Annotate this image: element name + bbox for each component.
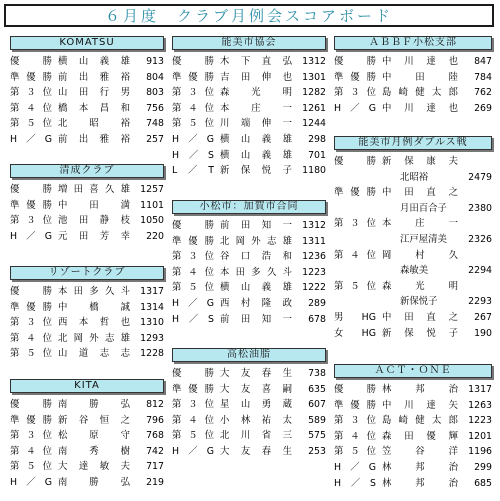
result-list xyxy=(10,54,164,148)
player-name: 林邦治 xyxy=(382,384,458,395)
player-name: 本田多久斗 xyxy=(58,286,130,297)
rank-label: H／G xyxy=(334,461,376,473)
score-value: 2326 xyxy=(468,233,492,245)
player-name: 本庄一 xyxy=(220,102,292,114)
score-value: 269 xyxy=(474,102,492,114)
player-name: 江戸屋清美 xyxy=(400,233,447,245)
score-value: 575 xyxy=(308,430,326,442)
result-row xyxy=(172,296,326,312)
result-list xyxy=(172,366,326,460)
result-list xyxy=(334,154,492,341)
result-row xyxy=(10,459,164,475)
score-value: 812 xyxy=(146,399,164,410)
result-row xyxy=(10,300,164,316)
result-row xyxy=(10,397,164,413)
rank-label: 優勝 xyxy=(10,399,52,410)
result-row xyxy=(334,216,492,232)
player-name: 新保悦子 xyxy=(220,165,292,177)
player-name: 森光明 xyxy=(220,87,292,99)
player-name: 大友春生 xyxy=(220,368,292,379)
score-value: 1257 xyxy=(140,184,164,195)
section-title: ＡＣＴ・ＯＮＥ xyxy=(334,364,492,378)
player-name: 横山義雄 xyxy=(220,282,292,294)
rank-label: 準優勝 xyxy=(172,235,214,247)
rank-label: 優勝 xyxy=(10,286,52,297)
player-name: 岡村久 xyxy=(382,249,458,261)
rank-label: 第４位 xyxy=(172,266,214,278)
rank-label: 女HG xyxy=(334,327,376,339)
result-row xyxy=(10,315,164,331)
result-row xyxy=(334,429,492,445)
result-row xyxy=(10,116,164,132)
player-name: 西本哲也 xyxy=(58,317,130,329)
result-row xyxy=(172,366,326,382)
score-value: 1236 xyxy=(302,251,326,263)
result-row xyxy=(334,326,492,342)
score-value: 768 xyxy=(146,430,164,442)
score-value: 589 xyxy=(308,414,326,426)
rank-label: H／S xyxy=(172,149,214,161)
result-row xyxy=(334,101,492,117)
rank-label: 第５位 xyxy=(10,348,52,360)
player-name: 中田直之 xyxy=(382,187,458,199)
rank-label: 第３位 xyxy=(10,317,52,329)
score-value: 2479 xyxy=(468,171,492,183)
result-row xyxy=(10,331,164,347)
score-value: 257 xyxy=(146,133,164,145)
score-value: 267 xyxy=(474,311,492,323)
score-value: 1244 xyxy=(302,118,326,130)
player-name: 池田静枝 xyxy=(58,215,130,227)
rank-label: 第５位 xyxy=(10,461,52,473)
score-value: 717 xyxy=(146,461,164,473)
score-value: 299 xyxy=(474,461,492,473)
section-title: 小松市：加賀市合同 xyxy=(172,200,326,214)
rank-label: 第４位 xyxy=(172,102,214,114)
rank-label: 準優勝 xyxy=(10,71,52,83)
score-value: 847 xyxy=(474,56,492,67)
score-value: 2293 xyxy=(468,296,492,308)
score-value: 190 xyxy=(474,327,492,339)
result-row xyxy=(334,201,492,217)
player-name: 松原守 xyxy=(58,430,130,442)
result-row xyxy=(172,428,326,444)
result-row xyxy=(334,444,492,460)
player-name: 中田陸 xyxy=(382,71,458,83)
result-row xyxy=(334,54,492,70)
rank-label: 優勝 xyxy=(334,156,376,167)
result-row xyxy=(172,132,326,148)
player-name: 北川省三 xyxy=(220,430,292,442)
player-name: 新谷恒之 xyxy=(58,414,130,426)
rank-label: L／T xyxy=(172,165,214,177)
rank-label: H／S xyxy=(334,477,376,489)
player-name: 西村隆政 xyxy=(220,297,292,309)
result-row xyxy=(172,54,326,70)
rank-label: 第４位 xyxy=(10,445,52,457)
player-name: 北昭裕 xyxy=(58,118,130,130)
score-value: 1317 xyxy=(468,384,492,395)
player-name: 本庄一 xyxy=(382,218,458,230)
score-value: 756 xyxy=(146,102,164,114)
score-value: 1317 xyxy=(140,286,164,297)
rank-label: 第５位 xyxy=(334,280,376,292)
player-name: 山道志志 xyxy=(58,348,130,360)
score-section xyxy=(334,36,492,116)
score-value: 678 xyxy=(308,313,326,325)
result-row xyxy=(172,70,326,86)
score-value: 1196 xyxy=(468,446,492,458)
rank-label: 優勝 xyxy=(334,384,376,395)
result-list xyxy=(334,54,492,116)
player-name: 横山義雄 xyxy=(220,149,292,161)
score-value: 1261 xyxy=(302,102,326,114)
rank-label: 優勝 xyxy=(334,56,376,67)
score-section xyxy=(10,379,164,491)
rank-label: 第３位 xyxy=(334,87,376,99)
player-name: 北岡外志雄 xyxy=(58,332,130,344)
player-name: 島崎健太郎 xyxy=(382,415,458,427)
player-name: 山田行男 xyxy=(58,87,130,99)
result-row xyxy=(172,444,326,460)
score-value: 1312 xyxy=(302,56,326,67)
score-section xyxy=(10,266,164,362)
result-row xyxy=(172,234,326,250)
player-name: 横山義雄 xyxy=(220,133,292,145)
player-name: 川端伸一 xyxy=(220,118,292,130)
rank-label: 第４位 xyxy=(10,102,52,114)
result-row xyxy=(10,132,164,148)
player-name: 元田芳幸 xyxy=(58,230,130,242)
rank-label: 男HG xyxy=(334,311,376,323)
result-row xyxy=(10,428,164,444)
rank-label: 準優勝 xyxy=(10,199,52,211)
player-name: 大達敏夫 xyxy=(58,461,130,473)
result-row xyxy=(10,284,164,300)
rank-label: 第４位 xyxy=(334,430,376,442)
player-name: 南勝弘 xyxy=(58,399,130,410)
player-name: 森敏美 xyxy=(400,265,429,277)
result-row xyxy=(334,185,492,201)
score-value: 1101 xyxy=(140,199,164,211)
result-row xyxy=(10,182,164,198)
player-name: 森光明 xyxy=(382,280,458,292)
rank-label: 第５位 xyxy=(172,282,214,294)
rank-label: 優勝 xyxy=(10,56,52,67)
result-row xyxy=(172,312,326,328)
rank-label: 第３位 xyxy=(334,218,376,230)
section-title: KITA xyxy=(10,379,164,393)
rank-label: 準優勝 xyxy=(10,301,52,313)
result-row xyxy=(334,382,492,398)
rank-label: 優勝 xyxy=(172,56,214,67)
rank-label: 準優勝 xyxy=(334,187,376,199)
result-row xyxy=(10,444,164,460)
score-section xyxy=(334,364,492,491)
player-name: 南勝弘 xyxy=(58,476,130,488)
score-value: 1263 xyxy=(468,399,492,411)
rank-label: H／G xyxy=(172,133,214,145)
result-row xyxy=(10,346,164,362)
result-row xyxy=(172,249,326,265)
score-value: 1312 xyxy=(302,220,326,231)
player-name: 中田満 xyxy=(58,199,130,211)
player-name: 新保悦子 xyxy=(400,296,438,308)
score-value: 1223 xyxy=(468,415,492,427)
section-title: リゾートクラブ xyxy=(10,266,164,280)
result-row xyxy=(10,70,164,86)
result-row xyxy=(172,413,326,429)
section-title: 清成クラブ xyxy=(10,164,164,178)
result-row xyxy=(172,116,326,132)
rank-label: 準優勝 xyxy=(334,399,376,411)
player-name: 林邦治 xyxy=(382,477,458,489)
rank-label: 第５位 xyxy=(334,446,376,458)
result-row xyxy=(334,460,492,476)
rank-label: 第３位 xyxy=(334,415,376,427)
result-row xyxy=(172,397,326,413)
player-name: 中川達矢 xyxy=(382,399,458,411)
player-name: 新保悦子 xyxy=(382,327,458,339)
result-list xyxy=(10,284,164,362)
player-name: 中田直之 xyxy=(382,311,458,323)
result-row xyxy=(172,101,326,117)
result-row xyxy=(10,198,164,214)
score-section xyxy=(10,36,164,148)
result-row xyxy=(172,148,326,164)
player-name: 森田優輝 xyxy=(382,430,458,442)
rank-label: 第５位 xyxy=(172,430,214,442)
score-section xyxy=(172,348,326,460)
result-list xyxy=(172,54,326,179)
player-name: 前出雅裕 xyxy=(58,71,130,83)
result-row xyxy=(334,398,492,414)
score-section xyxy=(172,200,326,327)
score-value: 220 xyxy=(146,230,164,242)
player-name: 大友春生 xyxy=(220,445,292,457)
score-value: 219 xyxy=(146,476,164,488)
rank-label: 第５位 xyxy=(10,118,52,130)
score-value: 1223 xyxy=(302,266,326,278)
rank-label: 第４位 xyxy=(334,249,376,261)
score-value: 738 xyxy=(308,368,326,379)
rank-label: 第３位 xyxy=(172,87,214,99)
result-row xyxy=(172,265,326,281)
score-value: 2380 xyxy=(468,202,492,214)
player-name: 中川達也 xyxy=(382,102,458,114)
player-name: 新保康夫 xyxy=(382,156,458,167)
rank-label: H／G xyxy=(10,476,52,488)
rank-label: 第３位 xyxy=(172,251,214,263)
player-name: 増田喜久雄 xyxy=(58,184,130,195)
score-value: 253 xyxy=(308,445,326,457)
score-value: 289 xyxy=(308,297,326,309)
section-title: 高松油脂 xyxy=(172,348,326,362)
score-value: 1314 xyxy=(140,301,164,313)
rank-label: H／G xyxy=(172,445,214,457)
score-value: 607 xyxy=(308,399,326,411)
result-row xyxy=(10,213,164,229)
rank-label: 優勝 xyxy=(172,368,214,379)
section-title: KOMATSU xyxy=(10,36,164,50)
player-name: 木下直弘 xyxy=(220,56,292,67)
result-row xyxy=(10,475,164,491)
player-name: 小林祐太 xyxy=(220,414,292,426)
score-value: 1293 xyxy=(140,332,164,344)
result-row xyxy=(334,85,492,101)
result-row xyxy=(334,70,492,86)
score-value: 2294 xyxy=(468,265,492,277)
result-row xyxy=(334,263,492,279)
score-section xyxy=(10,164,164,244)
section-title: 能美市月例ダブルス戦 xyxy=(334,136,492,150)
rank-label: H／G xyxy=(10,133,52,145)
rank-label: 第３位 xyxy=(172,399,214,411)
result-row xyxy=(334,476,492,492)
rank-label: H／G xyxy=(172,297,214,309)
result-list xyxy=(10,397,164,491)
result-row xyxy=(172,163,326,179)
rank-label: 第５位 xyxy=(172,118,214,130)
result-row xyxy=(334,170,492,186)
rank-label: 優勝 xyxy=(172,220,214,231)
score-value: 298 xyxy=(308,133,326,145)
player-name: 本田多久斗 xyxy=(220,266,292,278)
result-row xyxy=(334,294,492,310)
rank-label: 第４位 xyxy=(172,414,214,426)
result-row xyxy=(172,218,326,234)
player-name: 笠谷洋 xyxy=(382,446,458,458)
result-list xyxy=(334,382,492,491)
score-value: 804 xyxy=(146,71,164,83)
score-value: 1050 xyxy=(140,215,164,227)
result-row xyxy=(334,248,492,264)
result-row xyxy=(172,280,326,296)
score-value: 1311 xyxy=(302,235,326,247)
score-section xyxy=(334,136,492,341)
score-value: 1301 xyxy=(302,71,326,83)
result-row xyxy=(334,232,492,248)
player-name: 横山義雄 xyxy=(58,56,130,67)
player-name: 北昭裕 xyxy=(400,171,429,183)
player-name: 前田知一 xyxy=(220,313,292,325)
player-name: 月田百合子 xyxy=(400,202,447,214)
player-name: 北岡外志雄 xyxy=(220,235,292,247)
result-row xyxy=(172,85,326,101)
result-row xyxy=(10,54,164,70)
section-title: 能美市協会 xyxy=(172,36,326,50)
result-row xyxy=(334,279,492,295)
result-row xyxy=(334,413,492,429)
player-name: 林邦治 xyxy=(382,461,458,473)
player-name: 谷口浩和 xyxy=(220,251,292,263)
score-value: 1228 xyxy=(140,348,164,360)
rank-label: 第３位 xyxy=(10,430,52,442)
player-name: 星山勇蔵 xyxy=(220,399,292,411)
score-value: 1222 xyxy=(302,282,326,294)
result-row xyxy=(334,310,492,326)
score-value: 913 xyxy=(146,56,164,67)
score-value: 803 xyxy=(146,87,164,99)
result-row xyxy=(10,85,164,101)
score-value: 701 xyxy=(308,149,326,161)
score-value: 1282 xyxy=(302,87,326,99)
result-list xyxy=(10,182,164,244)
rank-label: H／S xyxy=(172,313,214,325)
rank-label: 第３位 xyxy=(10,87,52,99)
rank-label: 準優勝 xyxy=(172,71,214,83)
player-name: 前田知一 xyxy=(220,220,292,231)
player-name: 大友喜嗣 xyxy=(220,383,292,395)
score-section xyxy=(172,36,326,179)
result-row xyxy=(10,101,164,117)
rank-label: 準優勝 xyxy=(172,383,214,395)
player-name: 吉田伸也 xyxy=(220,71,292,83)
result-row xyxy=(334,154,492,170)
player-name: 南秀樹 xyxy=(58,445,130,457)
result-row xyxy=(10,413,164,429)
player-name: 橋本昌和 xyxy=(58,102,130,114)
score-value: 762 xyxy=(474,87,492,99)
player-name: 島崎健太郎 xyxy=(382,87,458,99)
result-row xyxy=(172,382,326,398)
score-value: 685 xyxy=(474,477,492,489)
rank-label: H／G xyxy=(10,230,52,242)
result-list xyxy=(172,218,326,327)
score-value: 784 xyxy=(474,71,492,83)
rank-label: H／G xyxy=(334,102,376,114)
section-title: ＡＢＢＦ小松支部 xyxy=(334,36,492,50)
score-value: 748 xyxy=(146,118,164,130)
result-row xyxy=(10,229,164,245)
score-value: 635 xyxy=(308,383,326,395)
score-value: 1180 xyxy=(302,165,326,177)
score-value: 742 xyxy=(146,445,164,457)
rank-label: 第４位 xyxy=(10,332,52,344)
player-name: 中川達也 xyxy=(382,56,458,67)
score-value: 1310 xyxy=(140,317,164,329)
rank-label: 優勝 xyxy=(10,184,52,195)
rank-label: 準優勝 xyxy=(10,414,52,426)
score-value: 796 xyxy=(146,414,164,426)
page-title: ６月度 クラブ月例会スコアボード xyxy=(4,4,494,27)
score-value: 1201 xyxy=(468,430,492,442)
rank-label: 準優勝 xyxy=(334,71,376,83)
player-name: 中橋誠 xyxy=(58,301,130,313)
player-name: 前出雅裕 xyxy=(58,133,130,145)
rank-label: 第３位 xyxy=(10,215,52,227)
